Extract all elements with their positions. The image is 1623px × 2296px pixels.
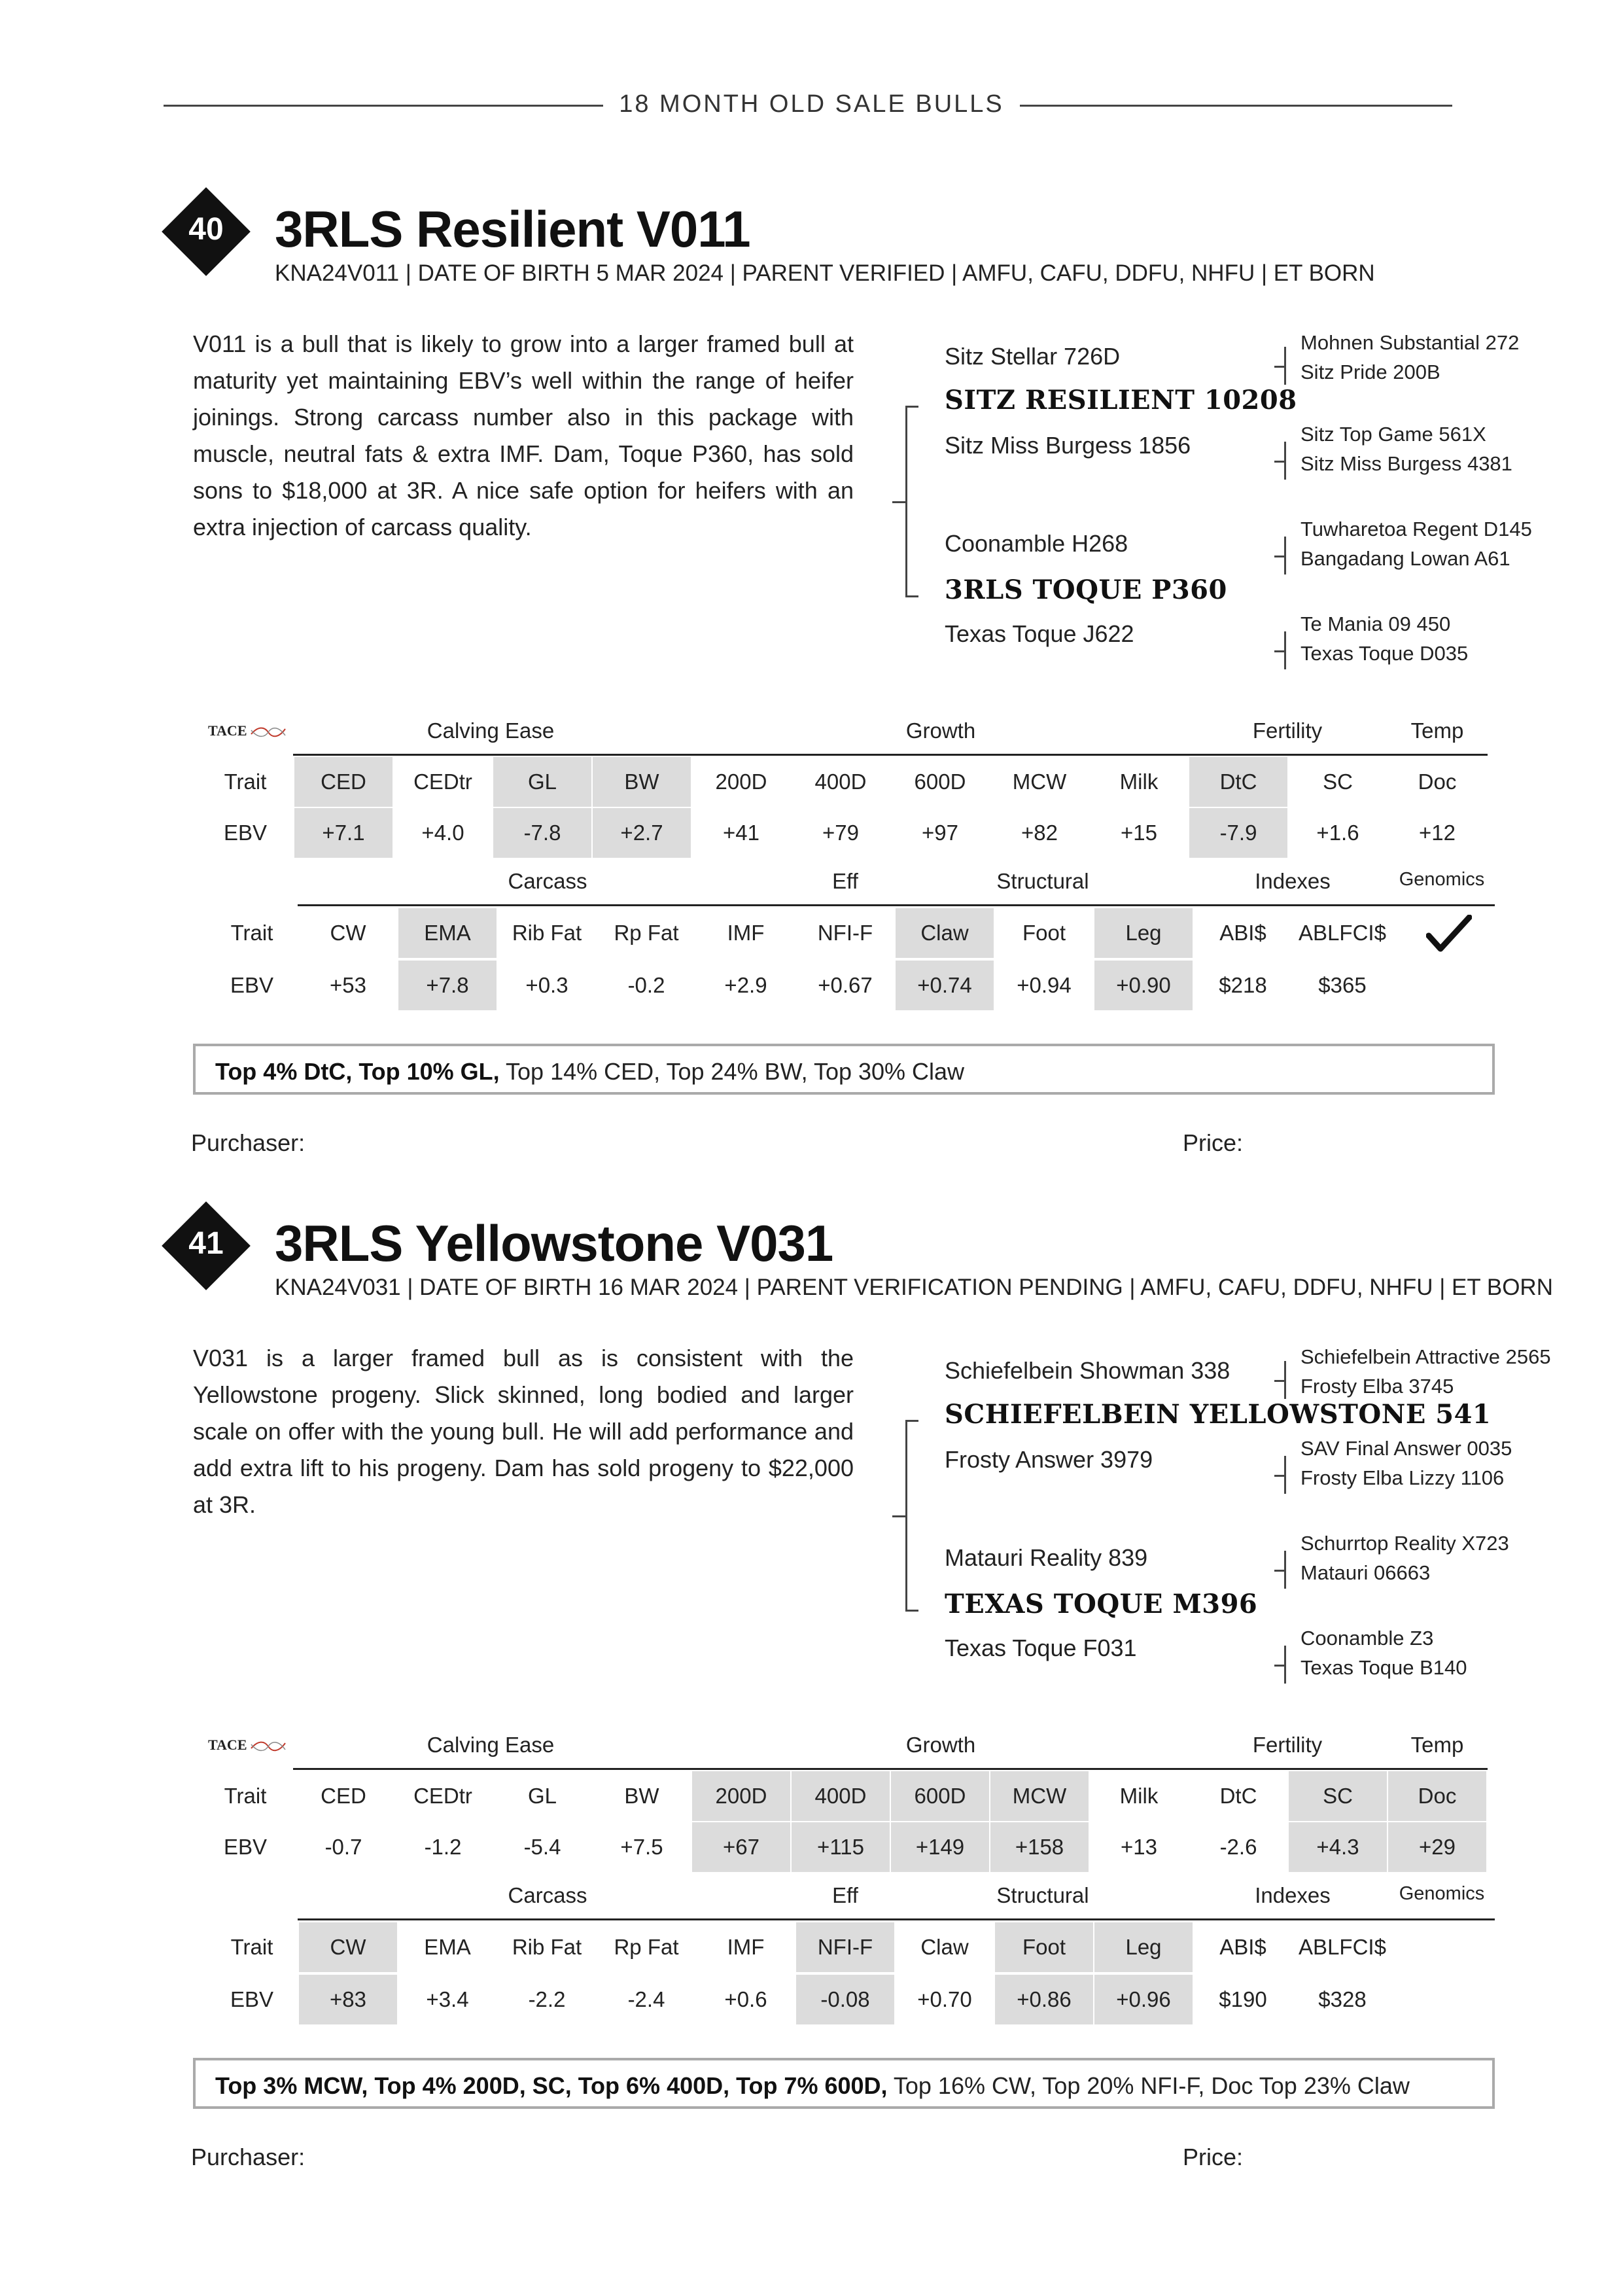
ebv-cell: +0.67 — [818, 973, 873, 997]
trait-cell: DtC — [1219, 1784, 1257, 1808]
pedigree-dsd: Bangadang Lowan A61 — [1300, 547, 1510, 570]
pedigree-bracket-tick — [892, 501, 905, 503]
trait-cell: Leg — [1094, 1922, 1193, 1972]
trait-cell: ABI$ — [1219, 1935, 1266, 1959]
pedigree-small-bracket — [1284, 442, 1286, 480]
trait-cell: MCW — [1012, 769, 1067, 794]
top-percent-box — [193, 2058, 1495, 2109]
ebv-cell: +53 — [330, 973, 366, 997]
trait-cell: EMA — [424, 1935, 471, 1959]
ebv-cell: -2.6 — [1219, 1835, 1257, 1859]
pedigree-sire-sire: Schiefelbein Showman 338 — [945, 1357, 1230, 1384]
pedigree-sire-line — [905, 406, 918, 408]
pedigree-dsd: Matauri 06663 — [1300, 1561, 1431, 1584]
pedigree-bracket-tick — [892, 1515, 905, 1517]
pedigree-sire: SITZ RESILIENT 10208 — [945, 385, 1297, 415]
ebv-cell: $328 — [1318, 1987, 1367, 2011]
trait-row-label: Trait — [230, 921, 273, 945]
trait-cell: BW — [624, 1784, 659, 1808]
ebv-cell: -5.4 — [523, 1835, 561, 1859]
ebv-row-label: EBV — [230, 973, 274, 997]
pedigree-ddd: Texas Toque D035 — [1300, 642, 1469, 665]
table1-header-rule — [293, 1768, 1488, 1770]
trait-cell: Rib Fat — [512, 921, 582, 945]
pedigree-dam-sire: Coonamble H268 — [945, 530, 1128, 557]
pedigree-small-tick — [1274, 1475, 1284, 1477]
trait-cell: EMA — [398, 908, 497, 958]
lot-subtitle: KNA24V011 | DATE OF BIRTH 5 MAR 2024 | PARENT VERIFIED | AMFU, CAFU, DDFU, NHFU | ET BORN — [275, 260, 1375, 286]
trait-cell: Rp Fat — [614, 921, 679, 945]
top-percent-rest: Top 16% CW, Top 20% NFI-F, Doc Top 23% Claw — [887, 2072, 1410, 2099]
group-header: Indexes — [1255, 869, 1331, 893]
top-percent-rest: Top 14% CED, Top 24% BW, Top 30% Claw — [499, 1058, 965, 1085]
top-percent-bold: Top 3% MCW, Top 4% 200D, SC, Top 6% 400D, Top 7% 600D, — [215, 2072, 888, 2099]
table1-header-rule — [293, 754, 1488, 756]
lot-number: 41 — [188, 1226, 224, 1261]
trait-cell: NFI-F — [817, 921, 873, 945]
pedigree-small-bracket — [1284, 537, 1286, 574]
trait-cell: CW — [299, 1922, 397, 1972]
top-percent-box — [193, 1044, 1495, 1095]
trait-cell: IMF — [727, 921, 765, 945]
trait-cell: 200D — [692, 1771, 790, 1821]
pedigree-small-bracket — [1284, 1456, 1286, 1494]
trait-cell: CEDtr — [413, 1784, 472, 1808]
pedigree-small-tick — [1274, 1380, 1284, 1382]
trait-cell: 400D — [792, 1771, 890, 1821]
ebv-cell: +0.6 — [724, 1987, 767, 2011]
pedigree-dam-line — [905, 595, 918, 597]
pedigree-dss: Schurrtop Reality X723 — [1300, 1532, 1509, 1555]
page-header-title: 18 MONTH OLD SALE BULLS — [603, 90, 1020, 118]
group-header: Carcass — [508, 1883, 587, 1907]
pedigree-sire-dam: Frosty Answer 3979 — [945, 1446, 1153, 1473]
trait-cell: ABLFCI$ — [1299, 1935, 1386, 1959]
trait-row-label: Trait — [224, 1784, 267, 1808]
lot-number: 40 — [188, 212, 224, 247]
ebv-cell: +2.7 — [593, 808, 691, 858]
group-header: Fertility — [1252, 718, 1323, 743]
trait-cell: Rib Fat — [512, 1935, 582, 1959]
pedigree-sire-line — [905, 1420, 918, 1422]
trait-cell: Rp Fat — [614, 1935, 679, 1959]
pedigree-ssd: Sitz Pride 200B — [1300, 361, 1440, 383]
ebv-cell: +0.90 — [1094, 961, 1193, 1010]
tace-logo — [208, 1734, 287, 1767]
ebv-cell: +0.94 — [1017, 973, 1072, 997]
trait-cell: IMF — [727, 1935, 765, 1959]
purchaser-label: Purchaser: — [191, 2144, 305, 2170]
ebv-cell: -1.2 — [424, 1835, 462, 1859]
pedigree-small-tick — [1274, 650, 1284, 652]
purchaser-label: Purchaser: — [191, 1129, 305, 1156]
group-header: Temp — [1410, 718, 1464, 743]
group-header: Eff — [832, 1883, 858, 1907]
group-header: Growth — [905, 718, 976, 743]
trait-cell: Leg — [1094, 908, 1193, 958]
pedigree-dam-dam: Texas Toque J622 — [945, 620, 1134, 647]
pedigree-sss: Mohnen Substantial 272 — [1300, 331, 1520, 354]
top-percent-bold: Top 4% DtC, Top 10% GL, — [215, 1058, 500, 1085]
pedigree-sire-dam: Sitz Miss Burgess 1856 — [945, 432, 1191, 459]
pedigree-sds: SAV Final Answer 0035 — [1300, 1437, 1512, 1460]
pedigree-small-tick — [1274, 556, 1284, 557]
tace-logo-text: TACE — [208, 1737, 247, 1753]
ebv-cell: +7.5 — [620, 1835, 663, 1859]
pedigree-sire-sire: Sitz Stellar 726D — [945, 343, 1121, 370]
ebv-row-label: EBV — [230, 1987, 274, 2011]
group-header: Carcass — [508, 869, 587, 893]
pedigree-small-bracket — [1284, 347, 1286, 385]
trait-cell: ABI$ — [1219, 921, 1266, 945]
group-header: Calving Ease — [427, 1733, 555, 1757]
ebv-row-label: EBV — [223, 821, 268, 845]
ebv-cell: -7.8 — [493, 808, 591, 858]
ebv-cell: +158 — [990, 1822, 1089, 1872]
ebv-cell: +79 — [822, 821, 859, 845]
ebv-cell: $190 — [1219, 1987, 1267, 2011]
pedigree-dam-line — [905, 1610, 918, 1612]
trait-cell: CEDtr — [413, 769, 472, 794]
ebv-cell: -2.4 — [627, 1987, 665, 2011]
ebv-cell: +4.3 — [1289, 1822, 1387, 1872]
genomics-check-icon — [1426, 915, 1472, 954]
pedigree-dds: Coonamble Z3 — [1300, 1627, 1434, 1650]
pedigree-sdd: Sitz Miss Burgess 4381 — [1300, 452, 1512, 475]
ebv-cell: -0.2 — [627, 973, 665, 997]
group-header: Genomics — [1399, 869, 1485, 890]
trait-cell: 400D — [814, 769, 867, 794]
pedigree-small-tick — [1274, 366, 1284, 368]
trait-cell: Doc — [1418, 769, 1457, 794]
ebv-cell: $218 — [1219, 973, 1267, 997]
ebv-cell: +0.70 — [917, 1987, 972, 2011]
trait-cell: Milk — [1119, 1784, 1159, 1808]
trait-row-label: Trait — [224, 769, 267, 794]
pedigree-small-bracket — [1284, 1646, 1286, 1684]
ebv-cell: +149 — [891, 1822, 989, 1872]
pedigree-sdd: Frosty Elba Lizzy 1106 — [1300, 1466, 1505, 1489]
ebv-cell: +115 — [792, 1822, 890, 1872]
ebv-cell: +1.6 — [1316, 821, 1359, 845]
trait-cell: MCW — [990, 1771, 1089, 1821]
pedigree-dam-sire: Matauri Reality 839 — [945, 1544, 1148, 1571]
ebv-cell: +13 — [1121, 1835, 1157, 1859]
trait-cell: Doc — [1388, 1771, 1486, 1821]
ebv-cell: +2.9 — [724, 973, 767, 997]
trait-cell: CW — [330, 921, 366, 945]
trait-cell: ABLFCI$ — [1299, 921, 1386, 945]
ebv-cell: +29 — [1388, 1822, 1486, 1872]
ebv-cell: +82 — [1021, 821, 1058, 845]
trait-cell: SC — [1289, 1771, 1387, 1821]
group-header: Indexes — [1255, 1883, 1331, 1907]
pedigree-small-tick — [1274, 1665, 1284, 1667]
group-header: Structural — [996, 1883, 1089, 1907]
ebv-cell: +7.1 — [294, 808, 393, 858]
pedigree-ssd: Frosty Elba 3745 — [1300, 1375, 1454, 1398]
trait-cell: GL — [527, 1784, 557, 1808]
ebv-cell: +0.86 — [995, 1975, 1093, 2024]
ebv-row-label: EBV — [223, 1835, 268, 1859]
ebv-cell: +0.74 — [896, 961, 994, 1010]
group-header: Temp — [1410, 1733, 1464, 1757]
group-header: Growth — [905, 1733, 976, 1757]
trait-cell: 600D — [891, 1771, 989, 1821]
ebv-cell: +97 — [922, 821, 958, 845]
pedigree-small-bracket — [1284, 631, 1286, 669]
tace-logo-text: TACE — [208, 722, 247, 739]
trait-cell: NFI-F — [796, 1922, 894, 1972]
tace-logo — [208, 720, 287, 752]
pedigree-sire: SCHIEFELBEIN YELLOWSTONE 541 — [945, 1399, 1492, 1430]
pedigree-bracket — [905, 407, 907, 597]
table2-header-rule — [298, 904, 1495, 906]
ebv-cell: +15 — [1121, 821, 1157, 845]
ebv-cell: +7.8 — [398, 961, 497, 1010]
price-label: Price: — [1183, 1129, 1244, 1156]
group-header: Structural — [996, 869, 1089, 893]
pedigree-small-tick — [1274, 461, 1284, 463]
pedigree-ddd: Texas Toque B140 — [1300, 1656, 1467, 1679]
pedigree-small-tick — [1274, 1570, 1284, 1572]
ebv-cell: +0.96 — [1094, 1975, 1193, 2024]
pedigree-dss: Tuwharetoa Regent D145 — [1300, 518, 1532, 540]
ebv-cell: +4.0 — [421, 821, 464, 845]
tace-logo-wave-icon — [250, 1739, 287, 1754]
lot-description: V031 is a larger framed bull as is consistent with the Yellowstone progeny. Slick skinned, long bodied and larger scale on offer with the young bull. He will add performance and add extra lift to his progeny. Dam has sold progeny to $22,000 at 3R. — [193, 1345, 854, 1518]
ebv-cell: +3.4 — [426, 1987, 469, 2011]
pedigree-dds: Te Mania 09 450 — [1300, 612, 1451, 635]
trait-cell: 200D — [715, 769, 767, 794]
ebv-cell: -0.7 — [324, 1835, 362, 1859]
group-header: Calving Ease — [427, 718, 555, 743]
trait-cell: Milk — [1119, 769, 1159, 794]
ebv-cell: -2.2 — [528, 1987, 566, 2011]
tace-logo-wave-icon — [250, 725, 287, 739]
pedigree-dam: 3RLS TOQUE P360 — [945, 574, 1227, 605]
pedigree-small-bracket — [1284, 1551, 1286, 1589]
trait-cell: GL — [493, 757, 591, 807]
lot-subtitle: KNA24V031 | DATE OF BIRTH 16 MAR 2024 | PARENT VERIFICATION PENDING | AMFU, CAFU, DDFU, NHFU | ET BORN — [275, 1275, 1553, 1300]
trait-cell: 600D — [914, 769, 966, 794]
ebv-cell: +12 — [1419, 821, 1456, 845]
page-header — [0, 90, 1623, 118]
pedigree-small-bracket — [1284, 1361, 1286, 1399]
trait-cell: Claw — [920, 1935, 969, 1959]
trait-cell: CED — [321, 1784, 366, 1808]
trait-cell: CED — [294, 757, 393, 807]
pedigree-dam-dam: Texas Toque F031 — [945, 1634, 1137, 1661]
group-header: Eff — [832, 869, 858, 893]
pedigree-sss: Schiefelbein Attractive 2565 — [1300, 1345, 1551, 1368]
lot-name: 3RLS Yellowstone V031 — [275, 1214, 833, 1272]
pedigree-bracket — [905, 1421, 907, 1611]
lot-name: 3RLS Resilient V011 — [275, 200, 750, 258]
trait-cell: DtC — [1189, 757, 1287, 807]
trait-cell: BW — [593, 757, 691, 807]
ebv-cell: +41 — [723, 821, 759, 845]
pedigree-sds: Sitz Top Game 561X — [1300, 423, 1486, 446]
ebv-cell: +0.3 — [525, 973, 568, 997]
trait-cell: SC — [1323, 769, 1353, 794]
ebv-cell: -7.9 — [1189, 808, 1287, 858]
ebv-cell: +83 — [299, 1975, 397, 2024]
ebv-cell: -0.08 — [796, 1975, 894, 2024]
trait-cell: Claw — [896, 908, 994, 958]
price-label: Price: — [1183, 2144, 1244, 2170]
trait-cell: Foot — [995, 1922, 1093, 1972]
trait-row-label: Trait — [230, 1935, 273, 1959]
ebv-cell: +67 — [692, 1822, 790, 1872]
ebv-cell: $365 — [1318, 973, 1367, 997]
table2-header-rule — [298, 1918, 1495, 1920]
group-header: Genomics — [1399, 1883, 1485, 1904]
pedigree-dam: TEXAS TOQUE M396 — [945, 1589, 1258, 1619]
trait-cell: Foot — [1022, 921, 1066, 945]
group-header: Fertility — [1252, 1733, 1323, 1757]
lot-description: V011 is a bull that is likely to grow into a larger framed bull at maturity yet maintaining EBV’s well within the range of heifer joinings. Strong carcass number also in this package with muscle, neutral fats & extra IMF. Dam, Toque P360, has sold sons to $18,000 at 3R. A nice safe option for heifers with an extra injection of carcass quality. — [193, 330, 854, 540]
